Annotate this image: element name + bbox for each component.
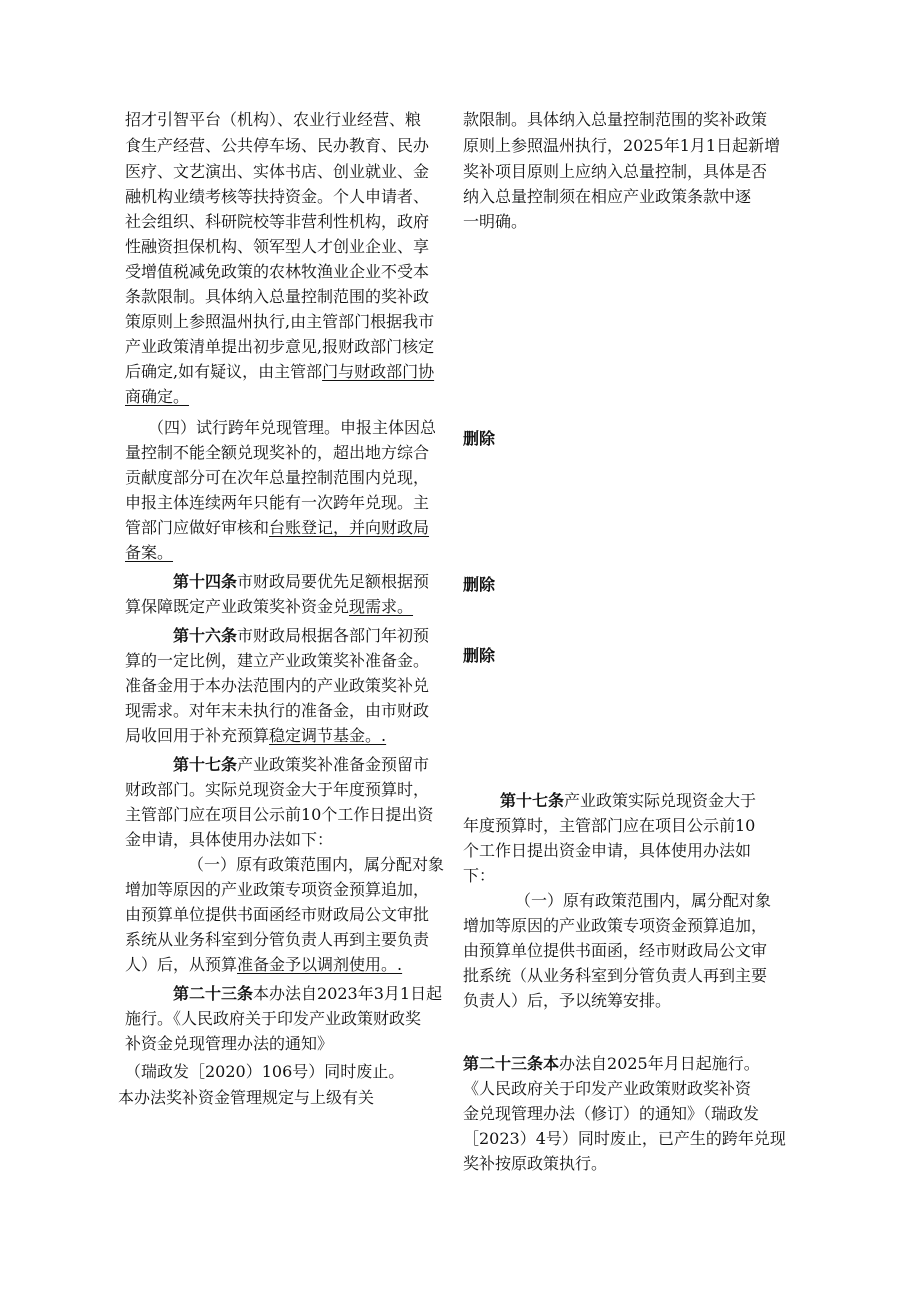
text-run: 局收回用于补充预算 xyxy=(125,726,270,745)
left-article16-line xyxy=(125,724,386,748)
right-article23-line: 金兑现管理办法（修订）的通知》（瑞政发 xyxy=(463,1104,760,1123)
left-article23-line xyxy=(173,982,442,1006)
text-run: 产业政策实际兑现资金大于 xyxy=(564,791,757,810)
left-para2-line xyxy=(125,516,429,540)
article-heading: 第十七条 xyxy=(173,755,238,774)
left-para1-line xyxy=(125,360,434,384)
right-para1-line: 一明确。 xyxy=(463,212,528,231)
delete-marker: 删除 xyxy=(463,646,496,665)
left-para1-line: 社会组织、科研院校等非营利性机构，政府 xyxy=(125,212,430,231)
left-para2-line: 贡献度部分可在次年总量控制范围内兑现， xyxy=(125,468,430,487)
right-article17-sub-line: 负责人）后，予以统筹安排。 xyxy=(463,991,672,1010)
right-article17-sub-line: 批系统（从业务科室到分管负责人再到主要 xyxy=(463,966,768,985)
left-article14-line xyxy=(125,595,413,619)
left-para2-line: 申报主体连续两年只能有一次跨年兑现。主 xyxy=(125,493,430,512)
text-run: 本办法自2023年3月1日起 xyxy=(253,984,443,1003)
left-article23-line: 本办法奖补资金管理规定与上级有关 xyxy=(118,1088,375,1107)
underlined-text: 台账登记，并向财政局 xyxy=(269,518,430,537)
left-article17-sub-line xyxy=(125,953,402,977)
left-article17-line xyxy=(173,753,429,777)
right-article17-sub-line: （一）原有政策范围内，属分配对象 xyxy=(515,891,772,910)
right-article17-sub-line: 增加等原因的产业政策专项资金预算追加， xyxy=(463,916,768,935)
right-article23-line xyxy=(463,1052,760,1076)
left-para1-line: 医疗、文艺演出、实体书店、创业就业、金 xyxy=(125,162,430,181)
article-heading: 第二十三条本 xyxy=(463,1054,560,1073)
text-run: 办法自2025年月日起施行。 xyxy=(559,1054,760,1073)
left-para1-line: 产业政策清单提出初步意见,报财政部门核定 xyxy=(125,337,435,356)
left-para1-line: 融机构业绩考核等扶持资金。个人申请者、 xyxy=(125,187,430,206)
right-para1-line: 纳入总量控制须在相应产业政策条款中逐 xyxy=(463,187,752,206)
text-run: 后确定,如有疑议，由主管部 xyxy=(125,362,323,381)
left-article17-sub-line: 增加等原因的产业政策专项资金预算追加， xyxy=(125,880,430,899)
left-article17-line: 主管部门应在项目公示前10个工作日提出资 xyxy=(125,805,434,824)
text-run: 管部门应做好审核和 xyxy=(125,518,270,537)
left-article16-line: 算的一定比例，建立产业政策奖补准备金。 xyxy=(125,651,430,670)
left-article23-line: （瑞政发［2020）106号）同时废止。 xyxy=(125,1062,405,1081)
left-article16-line xyxy=(173,624,429,648)
article-heading: 第十六条 xyxy=(173,626,238,645)
article-heading: 第二十三条 xyxy=(173,984,254,1003)
right-article17-line: 下： xyxy=(463,866,496,885)
delete-marker: 删除 xyxy=(463,429,496,448)
left-para1-line: 食生产经营、公共停车场、民办教育、民办 xyxy=(125,136,430,155)
left-para2-line: （四）试行跨年兑现管理。申报主体因总 xyxy=(148,418,437,437)
right-article17-line xyxy=(500,789,756,813)
left-para1-line: 策原则上参照温州执行,由主管部门根据我市 xyxy=(125,312,435,331)
underlined-text: 稳定调节基金。. xyxy=(269,726,387,745)
right-article17-line: 个工作日提出资金申请，具体使用办法如 xyxy=(463,841,752,860)
article-heading: 第十七条 xyxy=(500,791,565,810)
left-para2-line: 备案。 xyxy=(125,543,174,562)
left-article16-line: 现需求。对年末未执行的准备金，由市财政 xyxy=(125,701,430,720)
left-para1-line: 性融资担保机构、领军型人才创业企业、享 xyxy=(125,237,430,256)
left-article17-sub-line: 系统从业务科室到分管负责人再到主要负责 xyxy=(125,930,430,949)
right-article23-line: 《人民政府关于印发产业政策财政奖补资 xyxy=(463,1079,752,1098)
left-article17-line: 财政部门。实际兑现资金大于年度预算时， xyxy=(125,780,430,799)
underlined-text: 现需求。 xyxy=(349,597,414,616)
right-article23-line: ［2023）4号）同时废止，已产生的跨年兑现 xyxy=(463,1129,786,1148)
text-run: 人）后，从预算 xyxy=(125,955,238,974)
article-heading: 第十四条 xyxy=(173,572,238,591)
right-para1-line: 原则上参照温州执行，2025年1月1日起新增 xyxy=(463,136,781,155)
left-article14-line xyxy=(173,570,429,594)
left-article17-sub-line: 由预算单位提供书面函经市财政局公文审批 xyxy=(125,905,430,924)
left-para1-line: 受增值税减免政策的农林牧渔业企业不受本 xyxy=(125,262,430,281)
left-article16-line: 准备金用于本办法范围内的产业政策奖补兑 xyxy=(125,676,430,695)
left-article23-line: 补资金兑现管理办法的通知》 xyxy=(125,1034,334,1053)
right-para1-line: 款限制。具体纳入总量控制范围的奖补政策 xyxy=(463,110,768,129)
text-run: 算保障既定产业政策奖补资金兑 xyxy=(125,597,350,616)
left-para2-line: 量控制不能全额兑现奖补的，超出地方综合 xyxy=(125,443,430,462)
left-article17-line: 金申请，具体使用办法如下： xyxy=(125,830,334,849)
left-para1-line: 招才引智平台（机构）、农业行业经营、粮 xyxy=(125,110,422,129)
right-article17-sub-line: 由预算单位提供书面函，经市财政局公文审 xyxy=(463,941,768,960)
text-run: 市财政局要优先足额根据预 xyxy=(237,572,430,591)
left-para1-line: 条款限制。具体纳入总量控制范围的奖补政 xyxy=(125,287,430,306)
text-run: 产业政策奖补准备金预留市 xyxy=(237,755,430,774)
left-para1-line: 商确定。 xyxy=(125,387,190,406)
right-para1-line: 奖补项目原则上应纳入总量控制，具体是否 xyxy=(463,162,768,181)
right-article17-line: 年度预算时，主管部门应在项目公示前10 xyxy=(463,816,756,835)
text-run: 市财政局根据各部门年初预 xyxy=(237,626,430,645)
underlined-text: 门与财政部门协 xyxy=(322,362,435,381)
left-article17-sub-line: （一）原有政策范围内，属分配对象 xyxy=(188,855,445,874)
underlined-text: 准备金予以调剂使用。. xyxy=(237,955,403,974)
delete-marker: 删除 xyxy=(463,575,496,594)
left-article23-line: 施行。《人民政府关于印发产业政策财政奖 xyxy=(125,1009,422,1028)
right-article23-line: 奖补按原政策执行。 xyxy=(463,1154,608,1173)
